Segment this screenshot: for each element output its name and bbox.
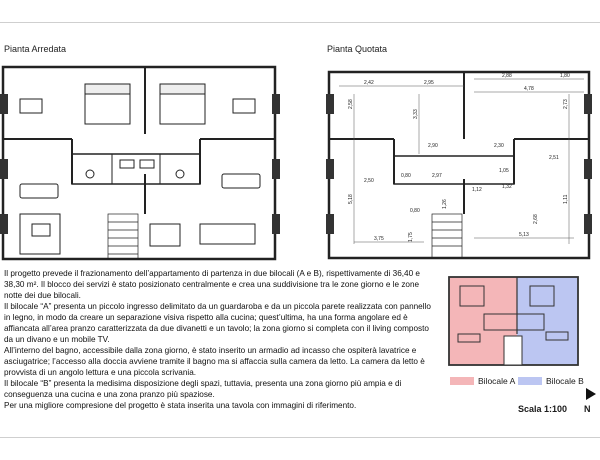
dim-label: 2,90	[428, 143, 438, 149]
north-arrow-icon	[586, 388, 596, 400]
dimensioned-plan	[324, 64, 594, 264]
dim-label: 4,78	[524, 86, 534, 92]
furnished-plan-title: Pianta Arredata	[4, 44, 67, 54]
dim-label: 1,80	[560, 73, 570, 79]
dim-label: 1,12	[472, 187, 482, 193]
dim-label: 2,50	[364, 178, 374, 184]
bilocale-b-zone	[517, 277, 578, 365]
dim-label: 3,33	[413, 109, 419, 119]
legend-label-a: Bilocale A	[478, 376, 516, 386]
legend-swatch-b	[518, 377, 542, 385]
dim-label: 5,18	[348, 194, 354, 204]
dim-label: 2,42	[364, 80, 374, 86]
north-label: N	[584, 404, 591, 414]
description-paragraph: Il bilocale “B” presenta la medisima disposizione degli spazi, tuttavia, presenta una zona giorno più ampia e di conseguenza una cucina e una zona pranzo più spaziose.	[4, 379, 402, 399]
dim-label: 2,88	[502, 73, 512, 79]
dim-label: 1,11	[563, 194, 569, 204]
dim-label: 2,58	[348, 99, 354, 109]
description-paragraph: Il bilocale “A” presenta un piccolo ingresso delimitato da un guardaroba e da un piccola parete realizzata con pannello in legno, in modo da creare un separazione visiva rispetto alla cucina; quest’ultima, ha una forma angolare ed è affiancata all’area pranzo caratterizzata da due divanetti e un tavolo; la zona giorno si completa con il living composto da un divano e un mobile TV.	[4, 302, 431, 344]
description-paragraph: Per una migliore compresione del progetto è stata inserita una tavola con immagini di riferimento.	[4, 401, 357, 410]
dim-label: 2,73	[563, 99, 569, 109]
top-rule	[0, 22, 600, 23]
legend-bilocale-a	[450, 375, 515, 387]
project-description	[4, 268, 434, 411]
dim-label: 3,75	[374, 236, 384, 242]
dim-label: 2,95	[424, 80, 434, 86]
dim-label: 2,51	[549, 155, 559, 161]
dim-label: 1,05	[499, 168, 509, 174]
dim-label: 2,97	[432, 173, 442, 179]
legend-swatch-a	[450, 377, 474, 385]
dim-label: 1,75	[408, 232, 414, 242]
legend-label-b: Bilocale B	[546, 376, 584, 386]
legend-bilocale-b	[518, 375, 584, 387]
dim-label: 1,26	[442, 199, 448, 209]
bottom-rule	[0, 437, 600, 438]
dim-label: 2,30	[494, 143, 504, 149]
furnished-plan	[0, 64, 280, 264]
description-paragraph: Il progetto prevede il frazionamento dell’appartamento di partenza in due bilocali (A e B), rispettivamente di 36,40 e 38,30 m². Il blocco dei servizi è stato posizionato centralmente e crea una suddivisione tra le zone giorno e le zone notte dei due bilocali.	[4, 269, 420, 300]
scale-label: Scala 1:100	[518, 404, 568, 414]
dim-label: 2,68	[533, 214, 539, 224]
dim-label: 0,80	[401, 173, 411, 179]
dim-label: 0,80	[410, 208, 420, 214]
description-paragraph: All’interno del bagno, accessibile dalla zona giorno, è stato inserito un armadio ad incasso che ospiterà lavatrice e asciugatrice; l’accesso alla doccia avviene tramite il bagno ma si affaccia sulla camera da letto. La camera da letto è provvista di un angolo lettura e una piccola scrivania.	[4, 346, 425, 377]
dimensioned-plan-title: Pianta Quotata	[327, 44, 388, 54]
dim-label: 5,13	[519, 232, 529, 238]
dim-label: 1,32	[502, 184, 512, 190]
key-plan	[446, 274, 581, 369]
